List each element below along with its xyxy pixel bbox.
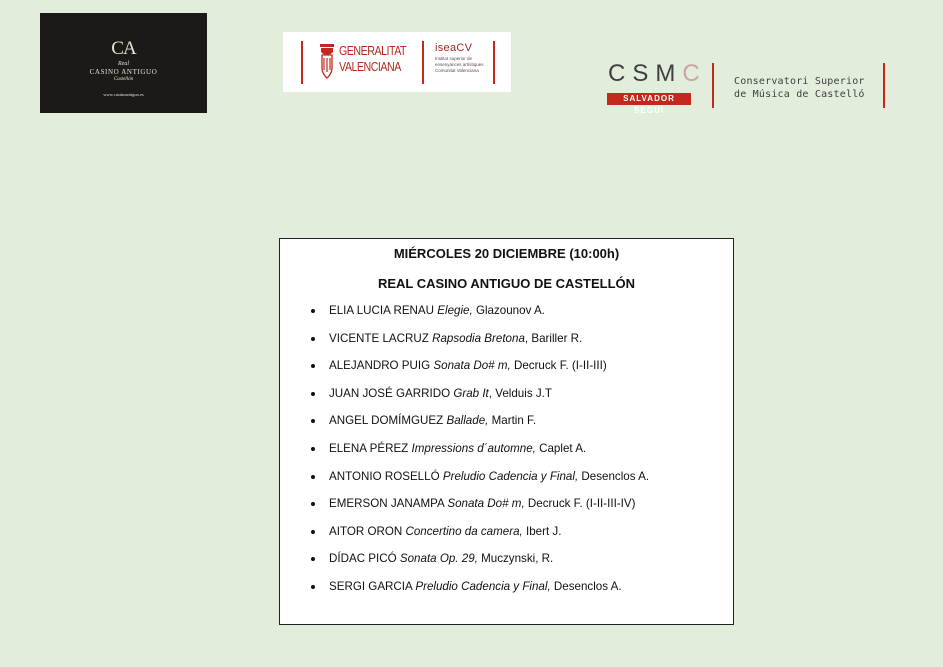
csmc-logo (607, 58, 897, 115)
composer: , Bariller R. (524, 331, 583, 345)
composer: Caplet A. (535, 441, 587, 455)
gva-left-divider (301, 41, 303, 84)
generalitat-isea-logo (283, 32, 511, 92)
csmc-divider-right (883, 63, 885, 108)
performer-name: ALEJANDRO PUIG (329, 359, 431, 373)
casino-name: CASINO ANTIGUO (89, 68, 158, 76)
program-item (280, 440, 733, 468)
performer-name: DÍDAC PICÓ (329, 552, 397, 566)
composer: Martin F. (488, 414, 537, 428)
program-item (280, 550, 733, 578)
csmc-acronym-main: CSM (608, 60, 683, 87)
program-item (280, 495, 733, 523)
performer-name: JUAN JOSÉ GARRIDO (329, 386, 451, 400)
gva-line2: VALENCIANA (339, 59, 401, 74)
program-item (280, 357, 733, 385)
bullet-icon (311, 309, 315, 313)
work-title: Grab It (453, 386, 489, 400)
program-item (280, 412, 733, 440)
program-item (280, 385, 733, 413)
program-item (280, 468, 733, 496)
program-item (280, 578, 733, 606)
work-title: Preludio Cadencia y Final, (442, 469, 579, 483)
program-list (280, 302, 733, 606)
casino-monogram: CA (111, 38, 136, 59)
gva-mid-divider (422, 41, 424, 84)
performer-name: AITOR ORON (329, 524, 403, 538)
bullet-icon (311, 530, 315, 534)
work-title: Sonata Do# m, (433, 359, 511, 373)
performer-name: EMERSON JANAMPA (329, 497, 445, 511)
work-title: Preludio Cadencia y Final, (415, 579, 551, 593)
generalitat-wordmark (339, 43, 406, 75)
bullet-icon (311, 419, 315, 423)
bullet-icon (311, 447, 315, 451)
csmc-tag: SALVADOR SEGUÍ (607, 93, 691, 105)
composer: Muczynski, R. (477, 552, 554, 566)
performer-name: ANTONIO ROSELLÓ (329, 469, 440, 483)
program-item (280, 330, 733, 358)
composer: Desenclos A. (578, 469, 650, 483)
work-title: Sonata Do# m, (447, 497, 525, 511)
composer: , Velduis J.T (488, 386, 552, 400)
composer: Glazounov A. (472, 304, 545, 317)
performer-name: ANGEL DOMÍMGUEZ (329, 414, 444, 428)
csmc-acronym (608, 61, 707, 87)
bullet-icon (311, 337, 315, 341)
performer-name: VICENTE LACRUZ (329, 331, 429, 345)
bullet-icon (311, 502, 315, 506)
isea-subtitle: Institut superior de ensenyances artístiques Comunitat Valenciana (435, 56, 484, 73)
performer-name: ELIA LUCIA RENAU (329, 304, 435, 317)
composer: Decruck F. (I-II-III-IV) (524, 497, 636, 511)
composer: Desenclos A. (550, 579, 622, 593)
gva-line1: GENERALITAT (339, 43, 407, 58)
gva-right-divider (493, 41, 495, 84)
isea-wordmark: iseaCV (435, 42, 473, 54)
program-item (280, 523, 733, 551)
bullet-icon (311, 364, 315, 368)
bullet-icon (311, 475, 315, 479)
work-title: Concertino da camera, (405, 524, 523, 538)
csmc-acronym-last: C (682, 60, 707, 87)
csmc-subtitle (734, 75, 865, 101)
bullet-icon (311, 557, 315, 561)
work-title: Ballade, (446, 414, 489, 428)
performer-name: SERGI GARCIA (329, 579, 413, 593)
casino-antiguo-logo (40, 13, 207, 113)
program-date: MIÉRCOLES 20 DICIEMBRE (10:00h) (393, 246, 620, 261)
work-title: Elegie, (437, 304, 473, 317)
csmc-sub-line2: de Música de Castelló (734, 89, 865, 100)
casino-city: Castellón (113, 77, 134, 82)
work-title: Sonata Op. 29, (399, 552, 478, 566)
program-item (280, 302, 733, 330)
composer: Ibert J. (522, 524, 562, 538)
performer-name: ELENA PÉREZ (329, 441, 409, 455)
program-box (279, 238, 734, 625)
generalitat-emblem-icon (319, 42, 335, 82)
bullet-icon (311, 585, 315, 589)
work-title: Rapsodia Bretona (432, 331, 525, 345)
composer: Decruck F. (I-II-III) (510, 359, 607, 373)
casino-url: www.casinoantiguo.es (103, 92, 144, 97)
work-title: Impressions d´automne, (411, 441, 536, 455)
program-venue: REAL CASINO ANTIGUO DE CASTELLÓN (377, 276, 636, 291)
csmc-divider-left (712, 63, 714, 108)
casino-name-real: Real (118, 61, 129, 67)
bullet-icon (311, 392, 315, 396)
csmc-sub-line1: Conservatori Superior (734, 76, 865, 87)
